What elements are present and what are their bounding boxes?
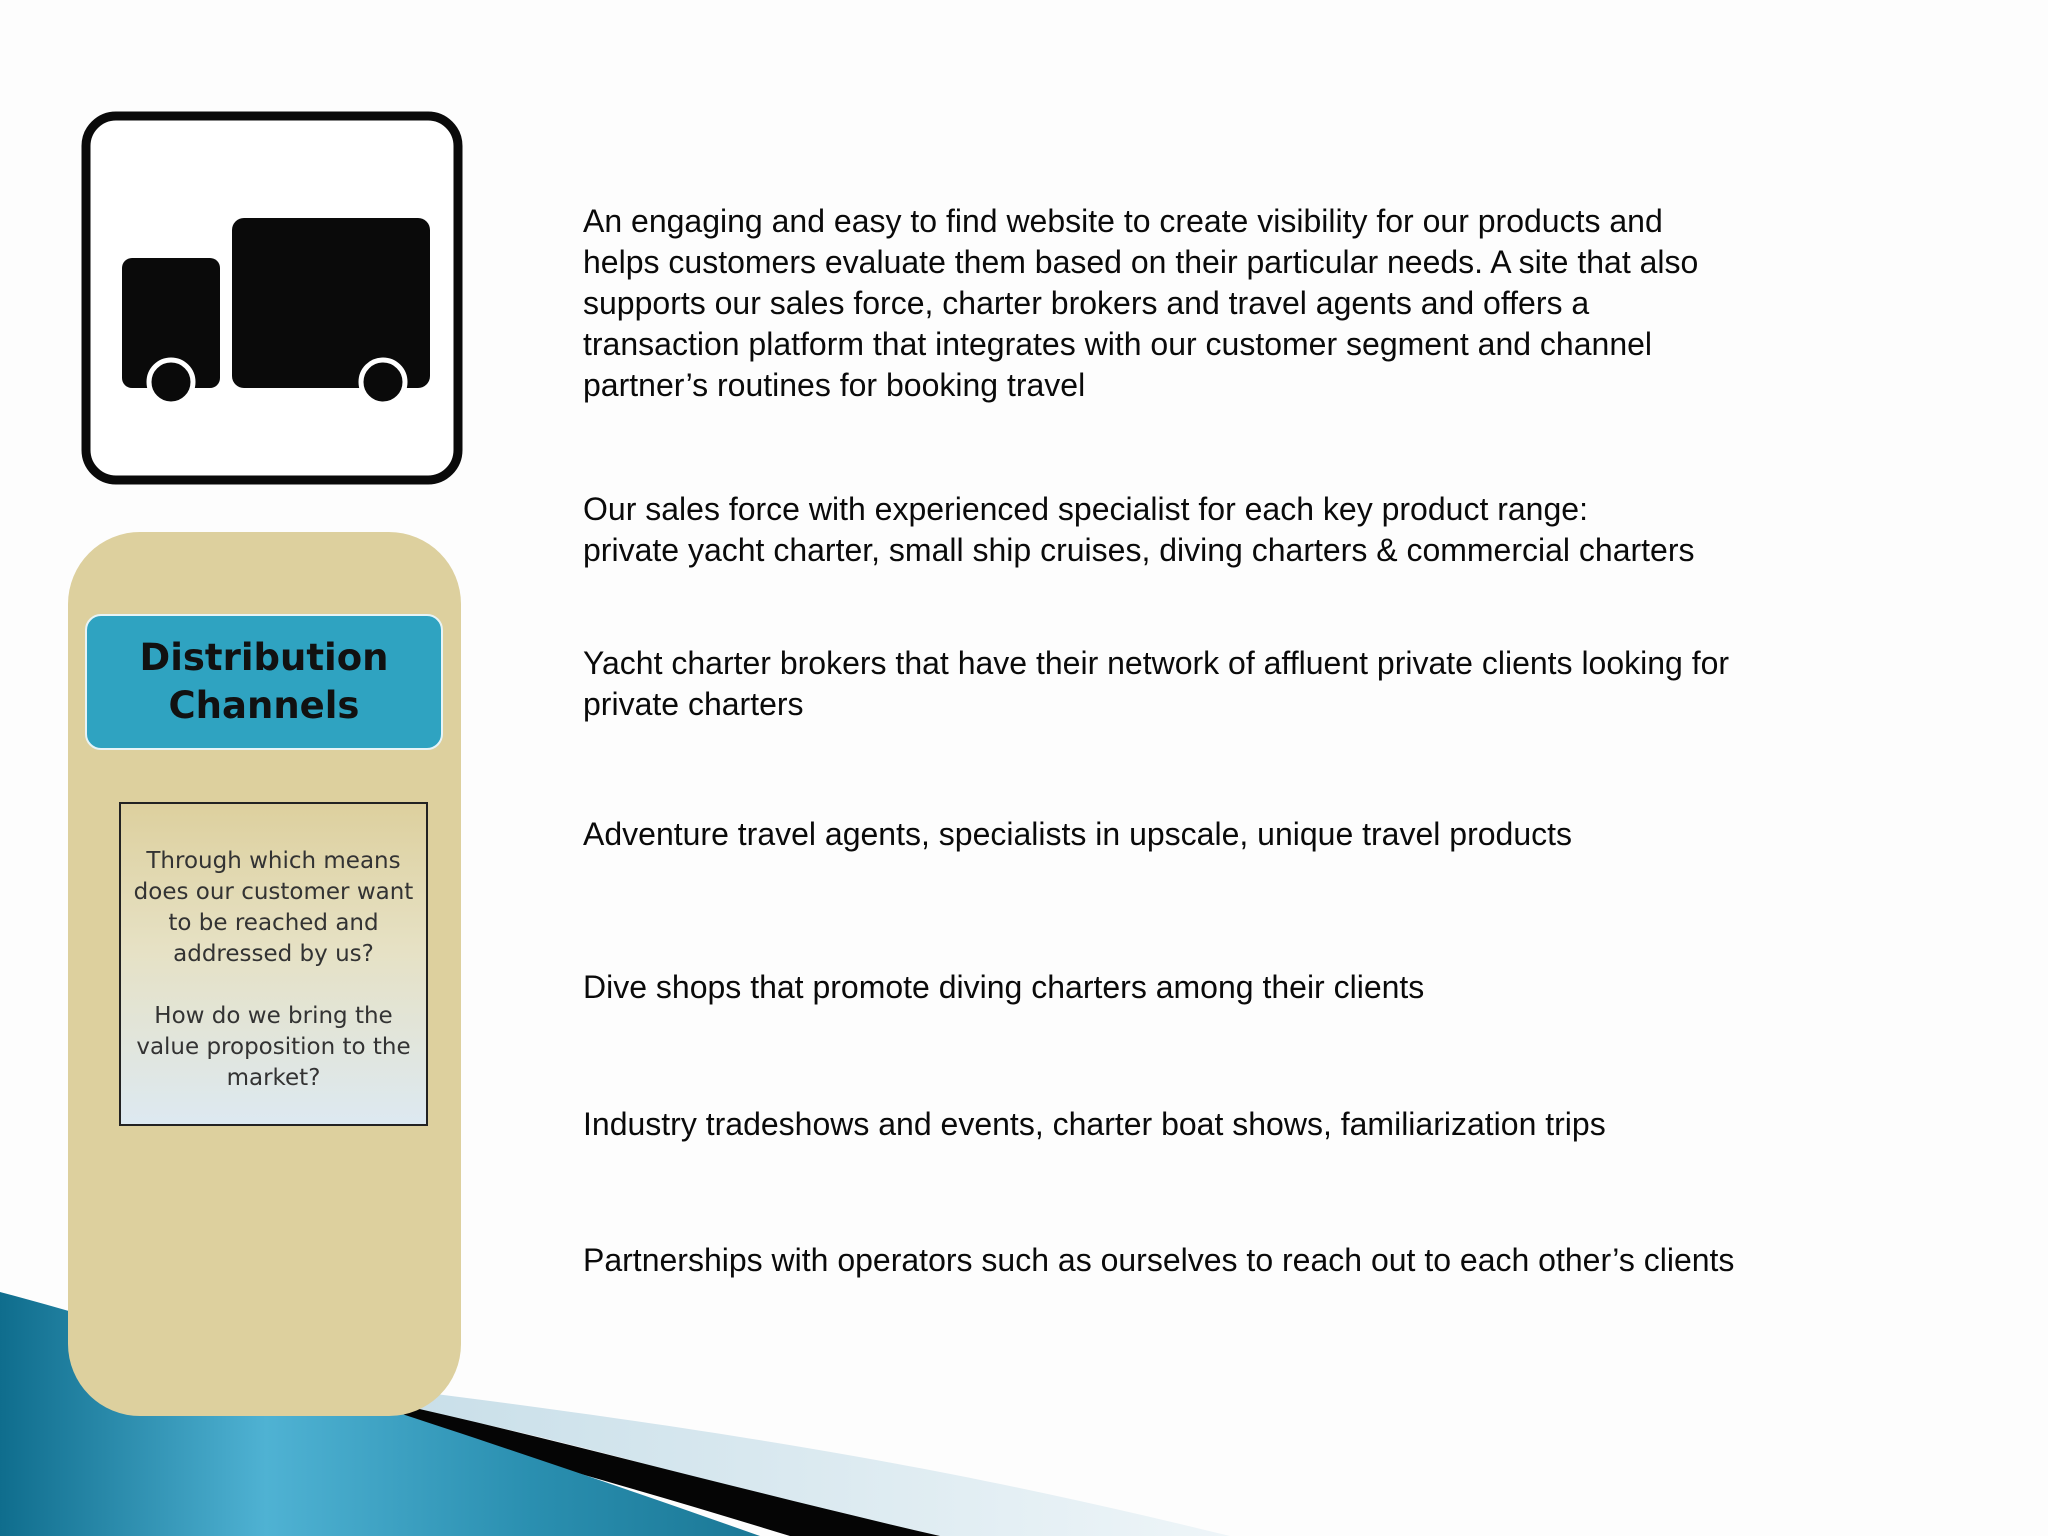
- section-title: Distribution Channels: [139, 636, 389, 727]
- delivery-truck-icon: [80, 110, 464, 486]
- channel-item-partnerships: Partnerships with operators such as ourselves to reach out to each other’s clients: [583, 1242, 1735, 1278]
- channel-item-yacht-brokers: Yacht charter brokers that have their network of affluent private clients looking for private charters: [583, 645, 1730, 722]
- channel-item-dive-shops: Dive shops that promote diving charters among their clients: [583, 969, 1425, 1005]
- channel-item-sales-force: Our sales force with experienced specialist for each key product range: private yacht charter, small ship cruises, diving charters & commercial charters: [583, 491, 1695, 568]
- section-heading-box: [85, 614, 443, 750]
- channel-item-website: An engaging and easy to find website to create visibility for our products and helps customers evaluate them based on their particular needs. A site that also supports our sales force, charter brokers and travel agents and offers a transaction platform that integrates with our customer segment and channel partner’s routines for booking travel: [583, 203, 1699, 403]
- channel-item-travel-agents: Adventure travel agents, specialists in upscale, unique travel products: [583, 816, 1572, 852]
- channel-item-tradeshows: Industry tradeshows and events, charter boat shows, familiarization trips: [583, 1106, 1606, 1142]
- guiding-question-2: How do we bring the value proposition to the market?: [136, 1003, 411, 1091]
- guiding-questions-box: [119, 802, 428, 1126]
- guiding-question-1: Through which means does our customer want to be reached and addressed by us?: [133, 848, 414, 967]
